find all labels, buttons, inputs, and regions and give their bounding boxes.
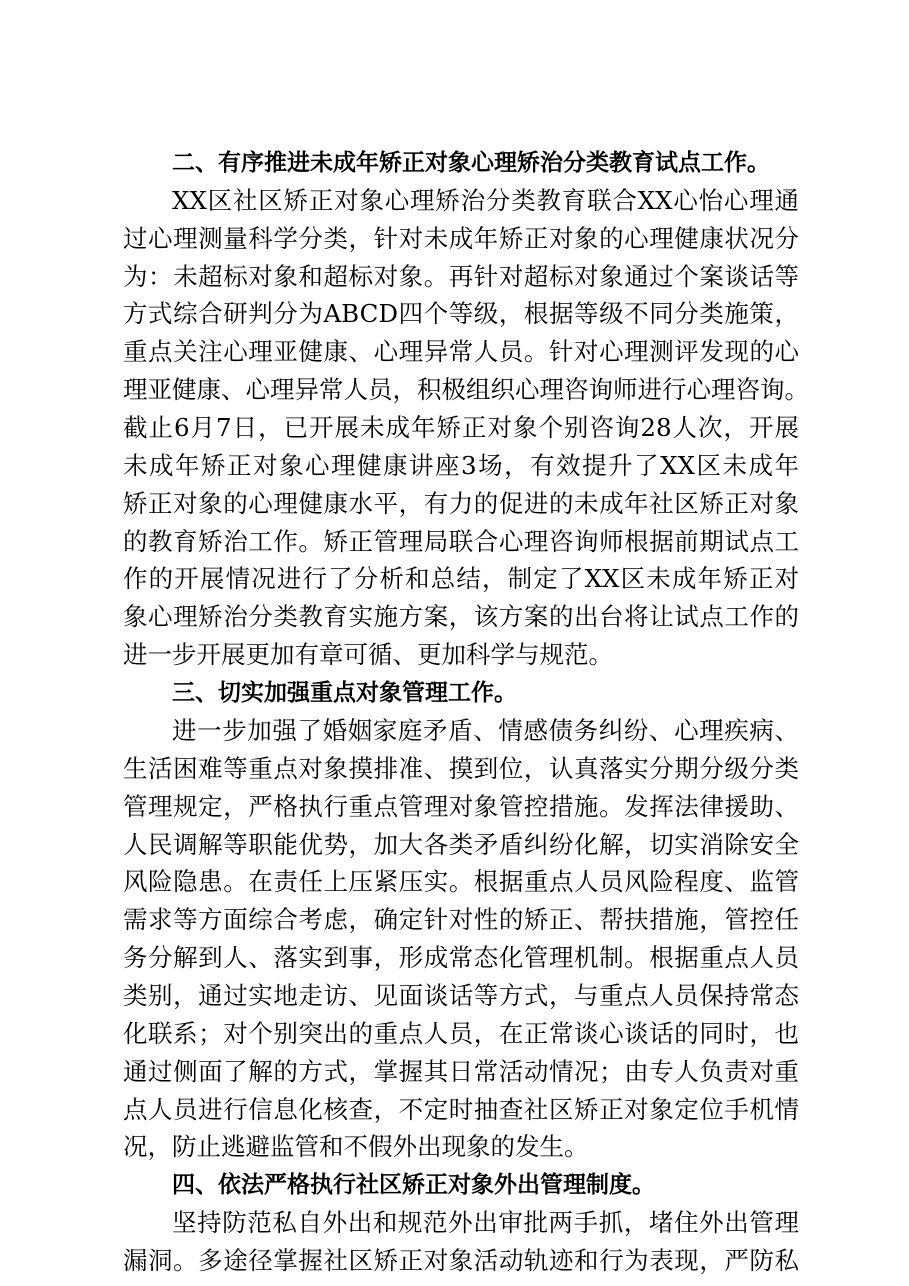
paragraph-line: 的教育矫治工作。矫正管理局联合心理咨询师根据前期试点工 xyxy=(123,526,799,556)
paragraph-line: 人民调解等职能优势，加大各类矛盾纠纷化解，切实消除安全 xyxy=(123,829,799,859)
paragraph-line: 方式综合研判分为ABCD四个等级，根据等级不同分类施策， xyxy=(123,299,799,329)
paragraph-line: 坚持防范私自外出和规范外出审批两手抓，堵住外出管理 xyxy=(172,1208,799,1238)
paragraph-line: 进一步开展更加有章可循、更加科学与规范。 xyxy=(123,640,613,670)
section-heading-2: 二、有序推进未成年矫正对象心理矫治分类教育试点工作。 xyxy=(172,150,770,176)
paragraph-line: 类别，通过实地走访、见面谈话等方式，与重点人员保持常态 xyxy=(123,980,799,1010)
paragraph-line: 生活困难等重点对象摸排准、摸到位，认真落实分期分级分类 xyxy=(123,753,799,783)
paragraph-line: 通过侧面了解的方式，掌握其日常活动情况；由专人负责对重 xyxy=(123,1056,799,1086)
paragraph-line: XX区社区矫正对象心理矫治分类教育联合XX心怡心理通 xyxy=(172,185,799,215)
paragraph-line: 点人员进行信息化核查，不定时抽查社区矫正对象定位手机情 xyxy=(123,1094,799,1124)
paragraph-line: 况，防止逃避监管和不假外出现象的发生。 xyxy=(123,1132,589,1162)
paragraph-line: 重点关注心理亚健康、心理异常人员。针对心理测评发现的心 xyxy=(123,337,799,367)
paragraph-line: 化联系；对个别突出的重点人员，在正常谈心谈话的同时，也 xyxy=(123,1018,799,1048)
paragraph-line: 为：未超标对象和超标对象。再针对超标对象通过个案谈话等 xyxy=(123,261,799,291)
paragraph-line: 理亚健康、心理异常人员，积极组织心理咨询师进行心理咨询。 xyxy=(123,375,809,405)
paragraph-line: 管理规定，严格执行重点管理对象管控措施。发挥法律援助、 xyxy=(123,791,799,821)
paragraph-line: 未成年矫正对象心理健康讲座3场，有效提升了XX区未成年 xyxy=(123,450,799,480)
paragraph-line: 漏洞。多途径掌握社区矫正对象活动轨迹和行为表现，严防私 xyxy=(123,1246,799,1275)
paragraph-line: 象心理矫治分类教育实施方案，该方案的出台将让试点工作的 xyxy=(123,602,799,632)
paragraph-line: 务分解到人、落实到事，形成常态化管理机制。根据重点人员 xyxy=(123,943,799,973)
section-heading-3: 三、切实加强重点对象管理工作。 xyxy=(172,680,517,707)
paragraph-line: 截止6月7日，已开展未成年矫正对象个别咨询28人次，开展 xyxy=(123,413,799,443)
paragraph-line: 需求等方面综合考虑，确定针对性的矫正、帮扶措施，管控任 xyxy=(123,905,799,935)
paragraph-line: 过心理测量科学分类，针对未成年矫正对象的心理健康状况分 xyxy=(123,223,799,253)
paragraph-line: 风险隐患。在责任上压紧压实。根据重点人员风险程度、监管 xyxy=(123,867,799,897)
paragraph-line: 作的开展情况进行了分析和总结，制定了XX区未成年矫正对 xyxy=(123,564,799,594)
paragraph-line: 矫正对象的心理健康水平，有力的促进的未成年社区矫正对象 xyxy=(123,488,799,518)
section-heading-4: 四、依法严格执行社区矫正对象外出管理制度。 xyxy=(172,1172,655,1199)
paragraph-line: 进一步加强了婚姻家庭矛盾、情感债务纠纷、心理疾病、 xyxy=(172,715,799,745)
